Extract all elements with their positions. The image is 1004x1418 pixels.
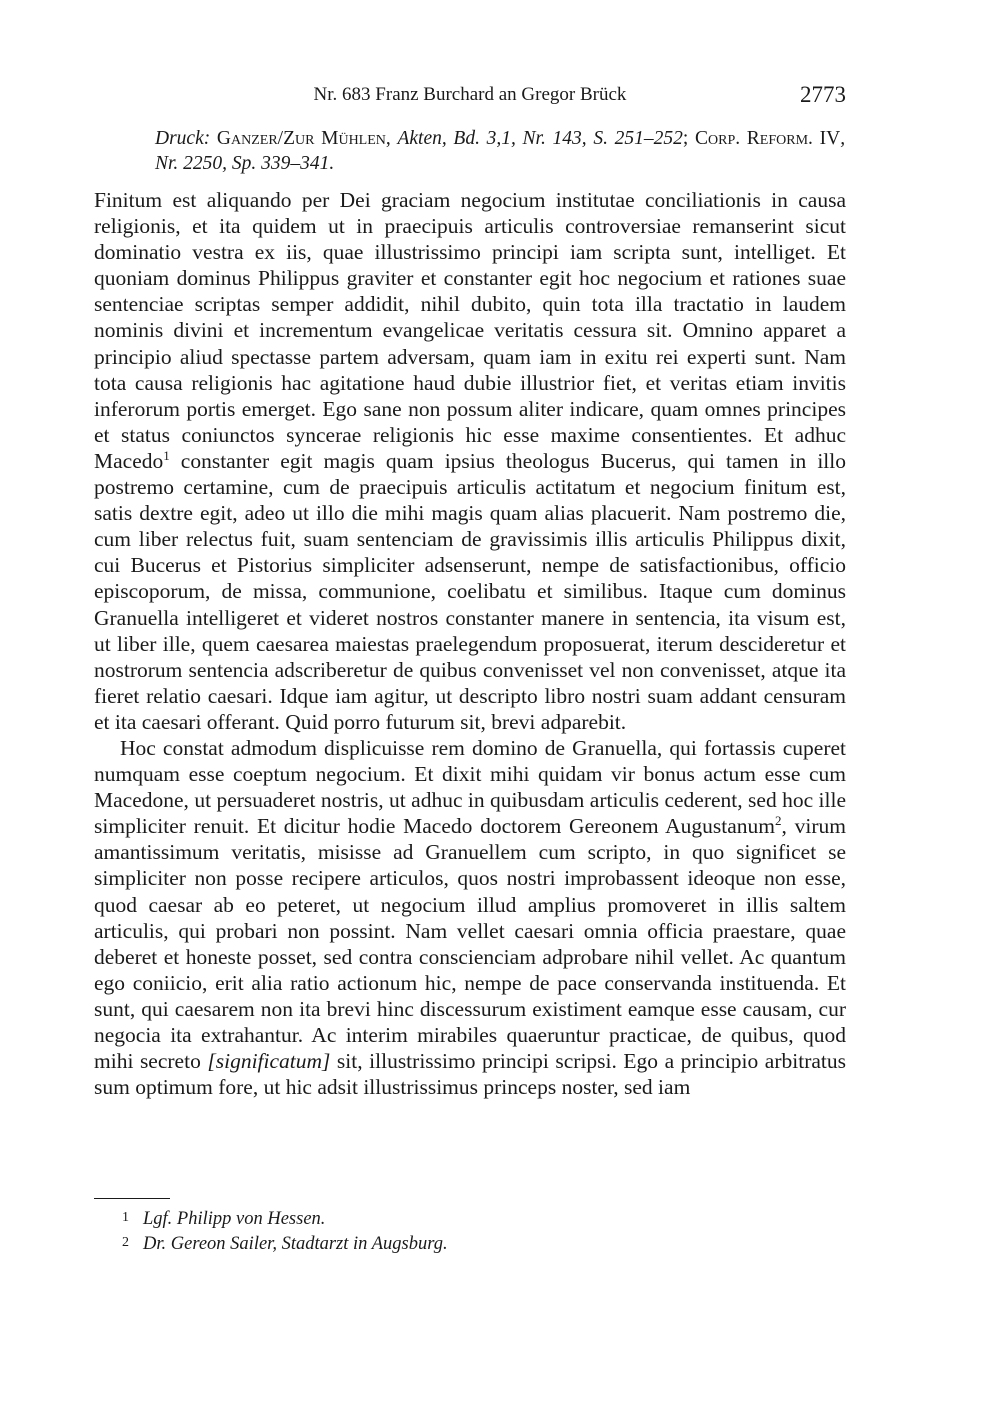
- footnote-divider: [94, 1198, 170, 1199]
- paragraph-1-text-b: constanter egit magis quam ipsius theologus Bucerus, qui tamen in illo postremo certamine, cum de praecipuis articulis actitatum et negocium finitum est, satis dextre egit, adeo ut illo die mihi magis quam alias placuerit. Nam postremo die, cum liber relectus fuit, suam sentenciam de gravissimis illis articulis Philippus dixit, cui Bucerus et Pistorius simpliciter adsenserunt, nempe de satisfactionibus, officio episcoporum, de missa, communione, coelibatu et similibus. Itaque cum dominus Granuella intelligeret et videret nostros constanter manere in sentencia, ita visum est, ut liber ille, quem caesarea maiestas praelegendum proposuerat, iterum descideretur et nostrorum sentencia adscriberetur de quibus convenisset vel non convenisset, atque ita fieret relatio caesari. Idque iam agitur, ut descripto libro nostri suam addant censuram et ita caesari offerant. Quid porro futurum sit, brevi adparebit.: [94, 448, 846, 734]
- paragraph-2-text-b: , virum amantissimum veritatis, misisse ad Granuellem cum scripto, in quo significet se simpliciter non posse recipere articulos, quos nostri improbassent ideoque non esse, quod caesar ab eo peteret, ut negocium illud amplius promoveret in illis saltem articulis, qui probari non possint. Nam vellet caesari omnia officia praestare, quae deberet et honeste posset, sed contra conscienciam adprobare nihil vellet. Ac quantum ego coniicio, erit alia ratio actionum hic, nempe de pace conservanda instituenda. Et sunt, qui caesarem non ita brevi hinc discessurum existiment eamque esse causam, cur negocia ita extrahantur. Ac interim mirabiles quaeruntur practicae, de quibus, quod mihi secreto: [94, 814, 846, 1074]
- footnote-1-text: Lgf. Philipp von Hessen.: [143, 1209, 326, 1229]
- letter-body: [94, 187, 846, 1100]
- print-source-note: [155, 126, 845, 176]
- paragraph-2: [94, 735, 846, 1100]
- paragraph-2-text-a: Hoc constat admodum displicuisse rem domino de Granuella, qui fortassis cuperet numquam esse coeptum negocium. Et dixit mihi quidam vir bonus actum esse cum Macedone, ut persuaderet nostris, ut adhuc in quibusdam articulis cederent, sed hoc ille simpliciter renuit. Et dicitur hodie Macedo doctorem Gereonem Augustanum: [94, 735, 846, 839]
- footnote-ref-2[interactable]: 2: [775, 813, 782, 829]
- running-head-title: Nr. 683 Franz Burchard an Gregor Brück: [313, 84, 627, 105]
- edition-separator: ;: [682, 128, 695, 149]
- edition-1-reference: Akten, Bd. 3,1, Nr. 143, S. 251–252: [397, 128, 683, 149]
- page-number: 2773: [800, 82, 846, 107]
- footnote-1: [122, 1206, 846, 1231]
- paragraph-1-text-a: Finitum est aliquando per Dei graciam negocium institutae conciliationis in causa religionis, et ita quidem ut in praecipuis articulis controversiae remanserint sicut dominatio vestra ex iis, quae illustrissimo principi iam scripta sunt, intelliget. Et quoniam dominus Philippus graviter et constanter egit hoc negocium et rationes suae sentenciae scriptas semper addidit, nihil dubito, quin tota illa tractatio in laudem nominis divini et incrementum evangelicae veritatis cessura sit. Omnino apparet a principio aliud spectasse partem adversam, quam iam in exitu rei experti sunt. Nam tota causa religionis hac agitatione haud dubie illustrior fiet, et veritas etiam invitis inferorum portis emerget. Ego sane non possum aliter indicare, quam omnes principes et status coniunctos syncerae religionis hic esse maxime consentientes. Et adhuc Macedo: [94, 188, 846, 473]
- edition-2-reference: , Nr. 2250, Sp. 339–341.: [155, 128, 846, 174]
- running-head: [94, 82, 846, 108]
- edition-1-authors: Ganzer/Zur Mühlen,: [216, 128, 391, 149]
- edition-2-volume: IV: [812, 128, 841, 149]
- paragraph-2-text-c: sit, illustrissimo principi scripsi. Ego a principio arbitratus sum optimum fore, ut hic adsit illustrissimus princeps noster, sed iam: [94, 1049, 846, 1100]
- footnote-2-number: 2: [122, 1235, 129, 1250]
- druck-label: Druck:: [155, 128, 211, 149]
- editorial-emendation: [significatum]: [207, 1049, 331, 1074]
- paragraph-1: [94, 187, 846, 735]
- footnote-ref-1[interactable]: 1: [163, 447, 170, 463]
- edition-2-title: Corp. Reform.: [695, 128, 813, 149]
- footnote-2: [122, 1231, 846, 1256]
- footnote-1-number: 1: [122, 1210, 129, 1225]
- footnotes: [122, 1206, 846, 1256]
- footnote-2-text: Dr. Gereon Sailer, Stadtarzt in Augsburg.: [143, 1234, 448, 1254]
